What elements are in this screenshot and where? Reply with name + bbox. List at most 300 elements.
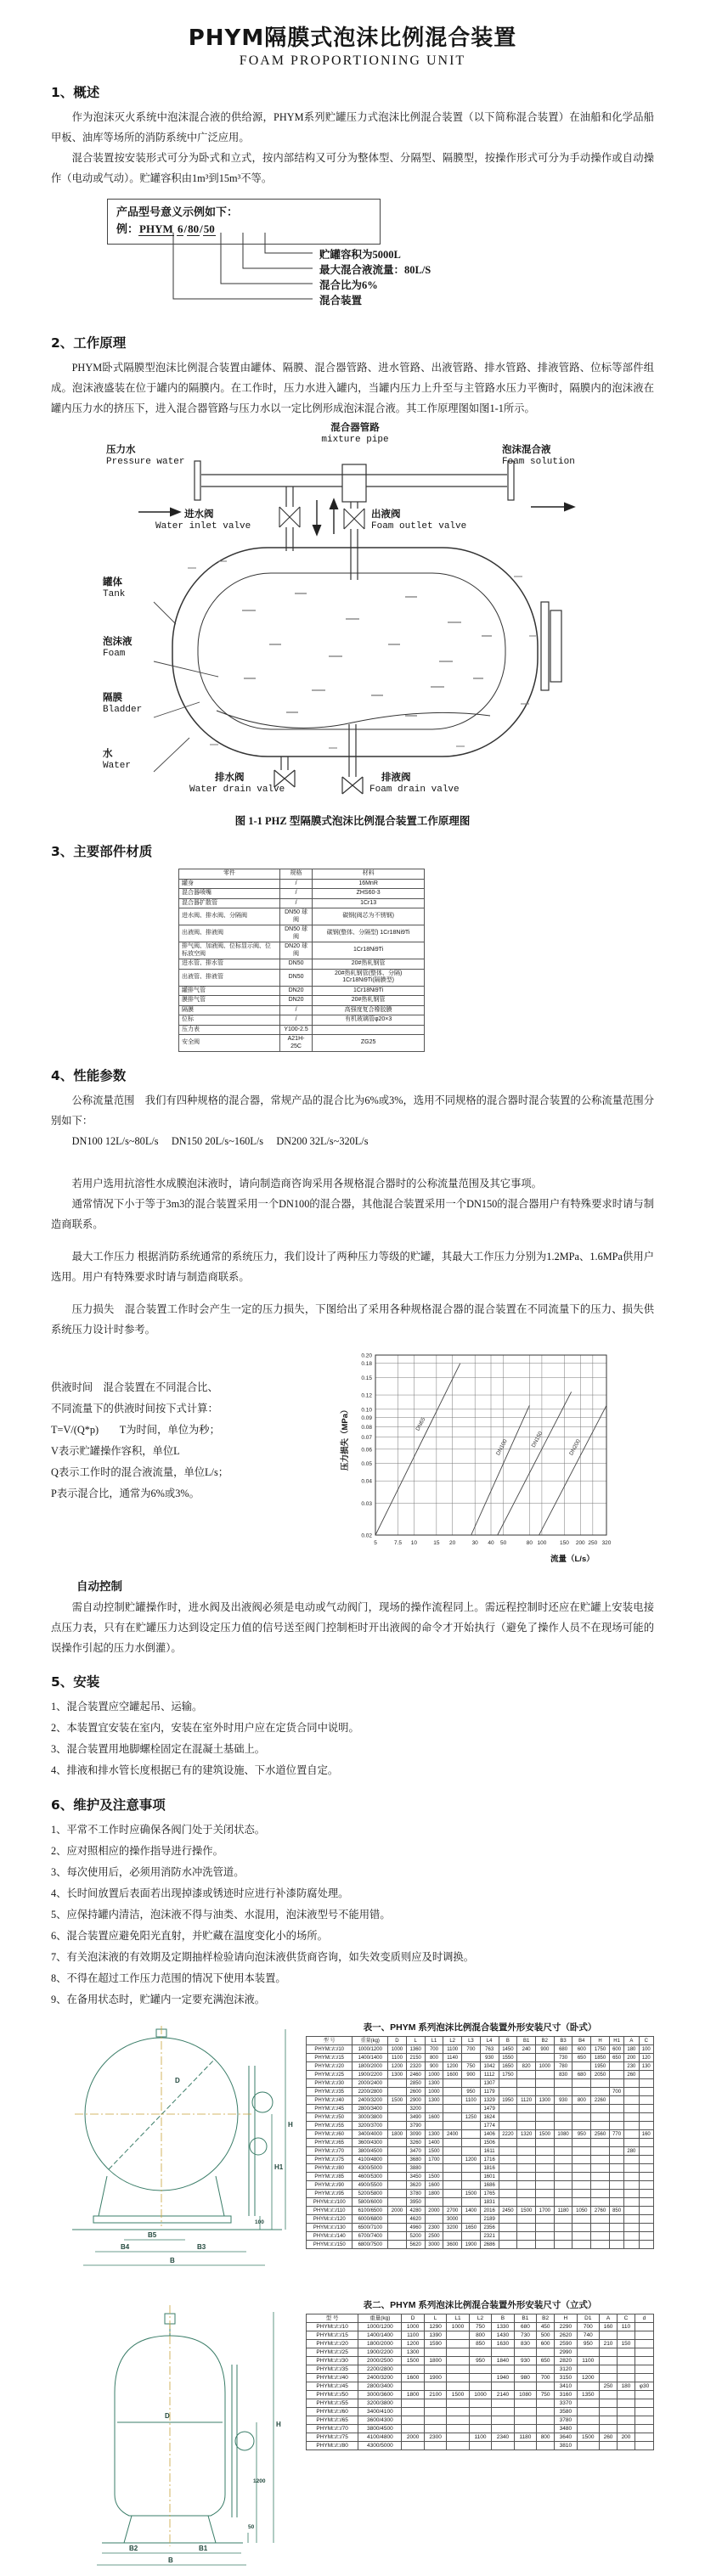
table-cell: PHYM□/□/75: [307, 2156, 352, 2164]
column-header: 重量(kg): [352, 2037, 388, 2045]
x-tick-label: 5: [374, 1540, 377, 1546]
table-cell: [572, 2139, 591, 2147]
table-cell: [424, 2365, 446, 2374]
x-tick-label: 200: [575, 1540, 585, 1546]
table-cell: [424, 2399, 446, 2408]
table-cell: 安全阀: [179, 1035, 280, 1052]
table-cell: [424, 2382, 446, 2391]
table-cell: [447, 2382, 469, 2391]
table-cell: [554, 2088, 572, 2096]
table-cell: 730: [554, 2054, 572, 2062]
list-item: 2、本装置宜安装在室内，安装在室外时用户应在定货合同中说明。: [51, 1722, 359, 1734]
table-cell: /: [279, 898, 312, 908]
table-row: [307, 2374, 654, 2382]
table-cell: [639, 2173, 653, 2181]
table-cell: [499, 2139, 517, 2147]
table-cell: 1800: [388, 2130, 407, 2139]
table-cell: 1590: [424, 2340, 446, 2348]
table-cell: 1200: [443, 2062, 462, 2071]
table-cell: [577, 2425, 599, 2433]
list-item: 2、应对照相应的操作指导进行操作。: [51, 1845, 223, 1857]
table-cell: PHYM□/□/85: [307, 2173, 352, 2181]
table-cell: 1250: [462, 2113, 481, 2122]
table-cell: [447, 2374, 469, 2382]
table-cell: [624, 2130, 639, 2139]
table-row: [307, 2173, 654, 2181]
table-cell: 3260: [406, 2139, 425, 2147]
table-cell: /: [279, 889, 312, 899]
table-row: [307, 2147, 654, 2156]
table-cell: [618, 2416, 635, 2425]
table-cell: 1450: [499, 2045, 517, 2054]
table-cell: 3600/4300: [352, 2139, 388, 2147]
solvent-note: 若用户选用抗溶性水成膜泡沫液时，请向制造商咨询采用各规格混合器时的公称流量范围及其它事项。: [71, 1178, 542, 1190]
table-cell: PHYM□/□/70: [307, 2147, 352, 2156]
table-cell: [572, 2173, 591, 2181]
table-cell: 1500: [425, 2147, 443, 2156]
table-cell: [425, 2164, 443, 2173]
table-cell: [600, 2348, 618, 2357]
table-cell: 1550: [499, 2054, 517, 2062]
table-cell: [639, 2190, 653, 2198]
foam-outlet-valve-icon: [344, 509, 364, 529]
dim-H1: H1: [274, 2163, 284, 2171]
table-cell: A21H-25C: [279, 1035, 312, 1052]
table-cell: 600: [537, 2340, 555, 2348]
figure-1-1-schematic: [72, 422, 633, 806]
table-cell: [609, 2139, 623, 2147]
table-cell: [600, 2425, 618, 2433]
table-cell: 进水管、排水管: [179, 959, 280, 970]
table-cell: [447, 2348, 469, 2357]
table-cell: 4960: [406, 2224, 425, 2232]
table-cell: 3000/3600: [358, 2391, 402, 2399]
table-cell: [514, 2442, 536, 2450]
table-cell: [591, 2122, 610, 2130]
table-cell: DN50: [279, 969, 312, 986]
table-cell: [402, 2442, 424, 2450]
table-cell: 260: [624, 2071, 639, 2079]
column-header: L: [406, 2037, 425, 2045]
label-bladder: 隔膜 Bladder: [103, 693, 143, 715]
table-cell: PHYM□/□/35: [307, 2088, 352, 2096]
column-header: H: [555, 2314, 577, 2323]
table-cell: [572, 2113, 591, 2122]
table-row: [179, 969, 425, 986]
table-cell: 1400/1400: [352, 2054, 388, 2062]
table-cell: 2400/3200: [358, 2374, 402, 2382]
table-cell: [600, 2399, 618, 2408]
table-cell: DN50 球阀: [279, 925, 312, 942]
table-row: [179, 925, 425, 942]
table-cell: [443, 2139, 462, 2147]
table-cell: 2220: [499, 2130, 517, 2139]
table-cell: [535, 2113, 554, 2122]
table-cell: [499, 2181, 517, 2190]
table-cell: [443, 2122, 462, 2130]
section-heading-maintenance: 6、维护及注意事项: [51, 1797, 166, 1813]
liquid-texture: [188, 561, 536, 748]
table-cell: 1950: [591, 2062, 610, 2071]
table-cell: [624, 2181, 639, 2190]
table-cell: PHYM□/□/75: [307, 2433, 358, 2442]
table-cell: PHYM□/□/40: [307, 2096, 352, 2105]
y-axis-label: 压力损失（MPa）: [341, 1405, 350, 1471]
table-cell: [517, 2156, 536, 2164]
table-cell: 1800/2000: [358, 2340, 402, 2348]
table-cell: [517, 2241, 536, 2249]
table-cell: 6500/7100: [352, 2224, 388, 2232]
x-axis-label: 流量（L/s）: [550, 1555, 595, 1564]
table-cell: 1800: [424, 2357, 446, 2365]
table-cell: 1500: [388, 2096, 407, 2105]
column-header: H: [591, 2037, 610, 2045]
table-cell: [499, 2105, 517, 2113]
table-cell: 5800/6000: [352, 2198, 388, 2207]
table-cell: [492, 2382, 514, 2391]
table-cell: 750: [537, 2391, 555, 2399]
overview-paragraph-1: 作为泡沫灭火系统中泡沫混合液的供给源，PHYM系列贮罐压力式泡沫比例混合装置（以下简称混合装置）在油船和化学品船甲板、油库等场所的消防系统中广泛应用。: [51, 111, 654, 143]
table-cell: 250: [600, 2382, 618, 2391]
table-cell: 2000: [388, 2207, 407, 2215]
page-subtitle: FOAM PROPORTIONING UNIT: [239, 53, 466, 68]
table-cell: 1816: [480, 2164, 499, 2173]
table-cell: 1100: [577, 2357, 599, 2365]
vertical-tank-svg: [51, 2286, 297, 2572]
table-cell: 1112: [480, 2071, 499, 2079]
y-tick-label: 0.08: [361, 1424, 372, 1431]
table-cell: [424, 2425, 446, 2433]
table-cell: ZG25: [313, 1035, 425, 1052]
table-cell: [634, 2357, 653, 2365]
table-row: [179, 1015, 425, 1026]
table-row: [307, 2232, 654, 2241]
table-cell: 680: [572, 2071, 591, 2079]
x-tick-label: 80: [526, 1540, 533, 1546]
table-cell: [402, 2399, 424, 2408]
table-cell: 2100: [424, 2391, 446, 2399]
table-cell: 1000: [425, 2071, 443, 2079]
table-row: [307, 2207, 654, 2215]
table-cell: [624, 2198, 639, 2207]
table-cell: [537, 2442, 555, 2450]
table-cell: [424, 2348, 446, 2357]
table-row: [307, 2156, 654, 2164]
table-row: [307, 2241, 654, 2249]
table-cell: [591, 2190, 610, 2198]
table-cell: PHYM□/□/30: [307, 2357, 358, 2365]
table-row: [307, 2215, 654, 2224]
table-cell: [634, 2408, 653, 2416]
table-cell: [609, 2105, 623, 2113]
table-row: [307, 2198, 654, 2207]
table-cell: 240: [517, 2045, 536, 2054]
table-cell: [554, 2190, 572, 2198]
table-cell: [388, 2122, 407, 2130]
table-cell: 1500: [517, 2207, 536, 2215]
table-cell: [388, 2181, 407, 2190]
table-cell: [634, 2323, 653, 2331]
table-cell: 750: [462, 2062, 481, 2071]
table-cell: [537, 2348, 555, 2357]
table-cell: [572, 2190, 591, 2198]
table-cell: 1000: [425, 2088, 443, 2096]
table-cell: [624, 2088, 639, 2096]
table-cell: [462, 2181, 481, 2190]
table-cell: 3580: [555, 2408, 577, 2416]
table-cell: 1850: [591, 2054, 610, 2062]
column-header: 规格: [279, 869, 312, 880]
table-cell: [618, 2331, 635, 2340]
list-item: 3、每次使用后，必须用消防水冲洗管道。: [51, 1866, 245, 1878]
table-cell: [492, 2425, 514, 2433]
table-cell: 有机玻璃管φ20×3: [313, 1015, 425, 1026]
list-item: 8、不得在超过工作压力范围的情况下使用本装置。: [51, 1972, 286, 1984]
table-cell: 1700: [425, 2156, 443, 2164]
table-cell: 1290: [424, 2323, 446, 2331]
section-heading-performance: 4、性能参数: [51, 1068, 127, 1083]
table-cell: [591, 2232, 610, 2241]
x-tick-label: 40: [488, 1540, 494, 1546]
table-cell: [517, 2139, 536, 2147]
table-cell: 700: [462, 2045, 481, 2054]
table-cell: 680: [554, 2045, 572, 2054]
table-cell: 6700/7400: [352, 2232, 388, 2241]
list-item: 7、有关泡沫液的有效期及定期抽样检验请向泡沫液供货商咨询，如失效变质则应及时调换。: [51, 1951, 475, 1963]
table-cell: 6100/6500: [352, 2207, 388, 2215]
table-cell: [462, 2164, 481, 2173]
table-cell: [639, 2207, 653, 2215]
table-cell: 4900/5500: [352, 2181, 388, 2190]
table-cell: [609, 2062, 623, 2071]
table-row: [307, 2054, 654, 2062]
table-cell: [447, 2425, 469, 2433]
table-cell: 1300: [425, 2096, 443, 2105]
table-cell: 800: [425, 2054, 443, 2062]
table-row: [307, 2062, 654, 2071]
table-cell: [537, 2408, 555, 2416]
table-cell: 950: [572, 2130, 591, 2139]
table-row: [307, 2224, 654, 2232]
dim-B4: B4: [121, 2243, 130, 2251]
table-cell: 1500: [577, 2433, 599, 2442]
dimension-table-horizontal: [306, 2036, 654, 2249]
model-callout-ratio: 混合比为6%: [319, 279, 378, 291]
water-inlet-valve-icon: [279, 507, 300, 527]
table-row: [307, 2442, 654, 2450]
table-cell: [514, 2408, 536, 2416]
table-cell: [609, 2147, 623, 2156]
table-cell: 2460: [406, 2071, 425, 2079]
table-cell: 3120: [555, 2365, 577, 2374]
column-header: L1: [425, 2037, 443, 2045]
table-cell: [499, 2156, 517, 2164]
table-cell: 2140: [492, 2391, 514, 2399]
table-cell: [514, 2348, 536, 2357]
table-cell: [462, 2198, 481, 2207]
table-cell: PHYM□/□/30: [307, 2079, 352, 2088]
table-cell: [443, 2198, 462, 2207]
x-tick-label: 15: [433, 1540, 440, 1546]
table-cell: 2356: [480, 2224, 499, 2232]
overview-paragraph-2: 混合装置按安装形式可分为卧式和立式，按内部结构又可分为整体型、分隔型、隔膜型，按操作形式可分为手动操作或自动操作（电动或气动）。贮罐容积由1m³到15m³不等。: [51, 152, 654, 184]
table-row: [307, 2113, 654, 2122]
table-cell: [517, 2079, 536, 2088]
flow-range-intro: 公称流量范围 我们有四种规格的混合器，常规产品的混合比为6%或3%，选用不同规格的混合器时混合装置的公称流量范围分别如下：: [51, 1094, 654, 1127]
table-row: [179, 1025, 425, 1035]
table-cell: [618, 2348, 635, 2357]
table-cell: [388, 2198, 407, 2207]
pressure-loss-note: 压力损失 混合装置工作时会产生一定的压力损失，下图给出了采用各种规格混合器的混合装置在不同流量下的压力、损失供系统压力设计时参考。: [51, 1303, 654, 1336]
table-cell: 2560: [591, 2130, 610, 2139]
table-cell: [572, 2198, 591, 2207]
table-cell: [388, 2164, 407, 2173]
dimension-block-vertical: [51, 2286, 654, 2576]
table-cell: 1900: [462, 2241, 481, 2249]
table-cell: 1774: [480, 2122, 499, 2130]
table-cell: [535, 2173, 554, 2181]
table-cell: 2320: [406, 2062, 425, 2071]
table-cell: [447, 2408, 469, 2416]
table-cell: 1000: [535, 2062, 554, 2071]
table-cell: 1300: [425, 2130, 443, 2139]
table-cell: 2340: [492, 2433, 514, 2442]
table-cell: [499, 2164, 517, 2173]
table-cell: 950: [577, 2340, 599, 2348]
label-foam-outlet-valve: 出液阀 Foam outlet valve: [371, 509, 467, 532]
table-cell: 3780: [555, 2416, 577, 2425]
table-cell: 2760: [591, 2207, 610, 2215]
table-cell: [639, 2079, 653, 2088]
table-cell: 1750: [591, 2045, 610, 2054]
table-cell: 3090: [406, 2130, 425, 2139]
table-cell: [469, 2416, 491, 2425]
model-box-frame: [107, 199, 381, 245]
table-cell: [609, 2096, 623, 2105]
table-cell: [554, 2122, 572, 2130]
table-cell: 1600: [402, 2374, 424, 2382]
column-header: L: [424, 2314, 446, 2323]
table-cell: [535, 2079, 554, 2088]
table-cell: PHYM□/□/45: [307, 2105, 352, 2113]
materials-table: [178, 869, 425, 1052]
table-cell: 3370: [555, 2399, 577, 2408]
label-pressure-water: 压力水 Pressure water: [106, 445, 185, 467]
list-item: 1、混合装置应空罐起吊、运输。: [51, 1701, 203, 1713]
table-cell: 260: [600, 2433, 618, 2442]
list-item: P表示混合比，通常为6%或3%。: [51, 1488, 200, 1499]
table-cell: 3790: [406, 2122, 425, 2130]
column-header: C: [618, 2314, 635, 2323]
table-cell: PHYM□/□/55: [307, 2399, 358, 2408]
table-cell: [443, 2164, 462, 2173]
table-cell: 1624: [480, 2113, 499, 2122]
table-cell: PHYM□/□/15: [307, 2331, 358, 2340]
table-cell: 950: [469, 2357, 491, 2365]
table-cell: 3490: [406, 2113, 425, 2122]
table-cell: 2189: [480, 2215, 499, 2224]
table-cell: [609, 2198, 623, 2207]
table-row: [307, 2164, 654, 2173]
table-cell: [572, 2105, 591, 2113]
table-cell: [462, 2079, 481, 2088]
table-cell: 1390: [424, 2331, 446, 2340]
table-cell: [462, 2139, 481, 2147]
table-cell: [535, 2190, 554, 2198]
series-label: DN65: [415, 1416, 427, 1432]
table-cell: 碳钢(阀芯为不锈钢): [313, 908, 425, 925]
table-cell: [447, 2399, 469, 2408]
table-cell: 900: [535, 2045, 554, 2054]
table-cell: 2590: [555, 2340, 577, 2348]
table-cell: 1330: [492, 2323, 514, 2331]
table-cell: 930: [514, 2357, 536, 2365]
table-cell: [537, 2365, 555, 2374]
table-row: [307, 2425, 654, 2433]
list-item: 4、长时间放置后表面若出现掉漆或锈迹时应进行补漆防腐处理。: [51, 1887, 349, 1899]
table-row: [179, 908, 425, 925]
table-cell: [618, 2365, 635, 2374]
table-cell: [462, 2122, 481, 2130]
table-cell: 1000: [402, 2323, 424, 2331]
list-item: V表示贮罐操作容积，单位L: [51, 1445, 180, 1457]
table-cell: [639, 2105, 653, 2113]
table-cell: [634, 2348, 653, 2357]
table-cell: [462, 2105, 481, 2113]
series-line: [539, 1405, 606, 1535]
table-cell: PHYM□/□/50: [307, 2113, 352, 2122]
table-cell: [462, 2232, 481, 2241]
table-cell: 1500: [425, 2173, 443, 2181]
table-cell: 3470: [406, 2147, 425, 2156]
table-cell: [591, 2079, 610, 2088]
column-header: H1: [609, 2037, 623, 2045]
dim-v-B: B: [168, 2556, 173, 2564]
table-cell: 280: [624, 2147, 639, 2156]
table-cell: 1100: [462, 2096, 481, 2105]
table-cell: [425, 2198, 443, 2207]
table-cell: [469, 2348, 491, 2357]
table-cell: [388, 2224, 407, 2232]
table-cell: [577, 2442, 599, 2450]
section-heading-overview: 1、概述: [51, 85, 100, 100]
table-cell: PHYM□/□/60: [307, 2408, 358, 2416]
table-cell: [443, 2181, 462, 2190]
table-cell: [443, 2190, 462, 2198]
y-tick-label: 0.09: [361, 1415, 372, 1422]
table-cell: [577, 2399, 599, 2408]
table-cell: 1600: [443, 2071, 462, 2079]
table-cell: φ30: [634, 2382, 653, 2391]
column-header: B1: [514, 2314, 536, 2323]
dim-v-1200: 1200: [253, 2478, 266, 2484]
dim-H: H: [288, 2121, 293, 2129]
table-cell: 进水阀、排水阀、分隔阀: [179, 908, 280, 925]
table-cell: [609, 2181, 623, 2190]
table-cell: [591, 2224, 610, 2232]
table-cell: 730: [514, 2331, 536, 2340]
table-cell: [499, 2215, 517, 2224]
table-cell: [447, 2433, 469, 2442]
table-cell: [639, 2147, 653, 2156]
table-cell: [572, 2215, 591, 2224]
table-cell: [499, 2113, 517, 2122]
table-cell: 1716: [480, 2156, 499, 2164]
column-header: 材料: [313, 869, 425, 880]
table-cell: [462, 2054, 481, 2062]
table-cell: 压力表: [179, 1025, 280, 1035]
table-cell: 1320: [517, 2130, 536, 2139]
